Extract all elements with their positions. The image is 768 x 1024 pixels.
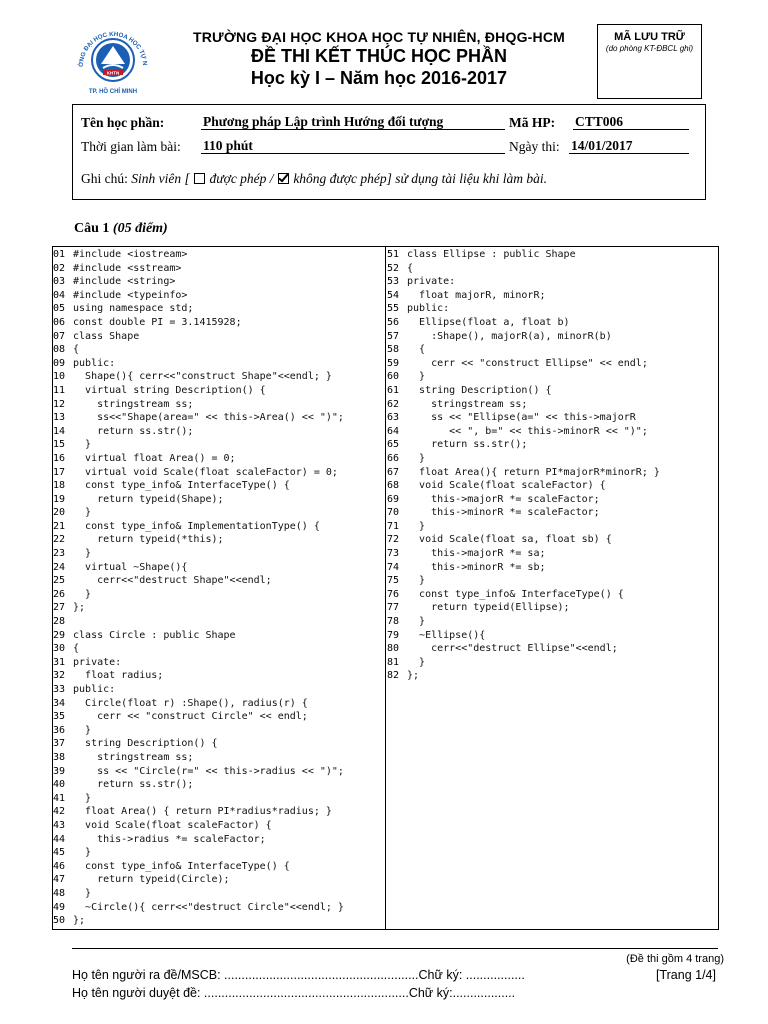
code-text: } — [401, 452, 426, 464]
line-number: 68 — [387, 480, 400, 492]
code-text: float Area(){ return PI*majorR*minorR; } — [401, 466, 660, 478]
code-text: { — [401, 262, 414, 274]
code-text: stringstream ss; — [401, 398, 528, 410]
line-number: 41 — [53, 792, 66, 804]
code-line — [53, 765, 344, 779]
code-text: } — [67, 439, 92, 451]
code-line — [53, 466, 344, 480]
code-line — [53, 533, 344, 547]
code-text: #include <string> — [67, 276, 176, 288]
code-line — [387, 275, 660, 289]
code-line — [53, 479, 344, 493]
code-line — [53, 588, 344, 602]
code-text: const type_info& ImplementationType() { — [67, 520, 320, 532]
line-number: 63 — [387, 412, 400, 424]
code-text: using namespace std; — [67, 303, 194, 315]
code-line — [53, 438, 344, 452]
code-text: virtual float Area() = 0; — [67, 452, 236, 464]
code-line — [387, 506, 660, 520]
code-text: return typeid(*this); — [67, 534, 224, 546]
code-line — [387, 289, 660, 303]
line-number: 10 — [53, 371, 66, 383]
line-number: 34 — [53, 697, 66, 709]
code-text: { — [67, 344, 80, 356]
code-line — [53, 887, 344, 901]
code-text: this->majorR *= sa; — [401, 548, 546, 560]
line-number: 56 — [387, 316, 400, 328]
code-text: float majorR, minorR; — [401, 289, 546, 301]
code-text: Circle(float r) :Shape(), radius(r) { — [67, 697, 308, 709]
code-line — [53, 669, 344, 683]
code-line — [387, 642, 660, 656]
code-text: ~Circle(){ cerr<<"destruct Circle"<<endl; } — [67, 901, 344, 913]
code-listing — [52, 246, 719, 930]
line-number: 64 — [387, 425, 400, 437]
total-pages-note: (Đề thi gồm 4 trang) — [626, 953, 724, 965]
code-text: private: — [401, 276, 456, 288]
code-line — [53, 357, 344, 371]
code-text: const type_info& InterfaceType() { — [401, 588, 624, 600]
code-line — [53, 873, 344, 887]
line-number: 12 — [53, 398, 66, 410]
code-text: ss << "Circle(r=" << this->radius << ")"; — [67, 765, 344, 777]
code-text: const type_info& InterfaceType() { — [67, 860, 290, 872]
line-number: 44 — [53, 833, 66, 845]
line-number: 62 — [387, 398, 400, 410]
code-line — [387, 547, 660, 561]
reviewer-signature-row: Họ tên người duyệt đề: ...........................................................Chữ ký:.................. — [72, 986, 516, 1000]
code-line — [387, 561, 660, 575]
code-text: class Shape — [67, 330, 140, 342]
code-line — [53, 506, 344, 520]
code-text: cerr<<"destruct Ellipse"<<endl; — [401, 643, 618, 655]
code-text: float radius; — [67, 670, 164, 682]
code-text: return ss.str(); — [67, 779, 194, 791]
code-text: cerr << "construct Circle" << endl; — [67, 711, 308, 723]
code-text: return typeid(Ellipse); — [401, 602, 570, 614]
code-line — [387, 398, 660, 412]
line-number: 42 — [53, 806, 66, 818]
code-text: Shape(){ cerr<<"construct Shape"<<endl; } — [67, 371, 332, 383]
line-number: 80 — [387, 643, 400, 655]
line-number: 46 — [53, 860, 66, 872]
line-number: 21 — [53, 520, 66, 532]
code-line — [53, 248, 344, 262]
code-line — [387, 370, 660, 384]
line-number: 24 — [53, 561, 66, 573]
code-line — [53, 846, 344, 860]
code-line — [53, 710, 344, 724]
code-line — [53, 751, 344, 765]
code-line — [53, 629, 344, 643]
line-number: 31 — [53, 656, 66, 668]
line-number: 45 — [53, 847, 66, 859]
code-line — [53, 642, 344, 656]
code-line — [387, 425, 660, 439]
line-number: 19 — [53, 493, 66, 505]
code-line — [53, 561, 344, 575]
code-line — [53, 601, 344, 615]
code-line — [387, 262, 660, 276]
code-line — [387, 601, 660, 615]
code-line — [53, 370, 344, 384]
code-line — [387, 316, 660, 330]
column-divider — [385, 247, 386, 929]
line-number: 81 — [387, 656, 400, 668]
code-column-left — [53, 248, 344, 928]
line-number: 03 — [53, 276, 66, 288]
code-line — [53, 833, 344, 847]
code-text: return ss.str(); — [401, 439, 528, 451]
code-line — [387, 615, 660, 629]
line-number: 71 — [387, 520, 400, 532]
allowed-checkbox-icon — [194, 173, 205, 184]
university-name: TRƯỜNG ĐẠI HỌC KHOA HỌC TỰ NHIÊN, ĐHQG-HCM — [192, 29, 566, 45]
code-text: { — [67, 643, 80, 655]
code-text: } — [401, 575, 426, 587]
code-line — [53, 452, 344, 466]
line-number: 06 — [53, 316, 66, 328]
code-line — [53, 914, 344, 928]
code-line — [53, 289, 344, 303]
line-number: 28 — [53, 616, 66, 628]
code-text: private: — [67, 656, 122, 668]
code-text: #include <iostream> — [67, 249, 188, 260]
code-text: void Scale(float scaleFactor) { — [401, 480, 606, 492]
code-line — [53, 262, 344, 276]
semester: Học kỳ I – Năm học 2016-2017 — [250, 68, 508, 88]
code-text: string Description() { — [401, 384, 552, 396]
code-line — [53, 737, 344, 751]
line-number: 54 — [387, 289, 400, 301]
code-line — [53, 398, 344, 412]
line-number: 27 — [53, 602, 66, 614]
code-text: void Scale(float scaleFactor) { — [67, 819, 272, 831]
line-number: 26 — [53, 588, 66, 600]
line-number: 20 — [53, 507, 66, 519]
page-indicator: [Trang 1/4] — [656, 968, 716, 982]
code-line — [53, 316, 344, 330]
archive-subtitle: (do phòng KT-ĐBCL ghi) — [605, 44, 694, 53]
code-text: virtual ~Shape(){ — [67, 561, 188, 573]
code-text: { — [401, 344, 426, 356]
line-number: 65 — [387, 439, 400, 451]
code-text: }; — [67, 602, 86, 614]
course-code-label: Mã HP: — [509, 115, 556, 130]
code-line — [387, 248, 660, 262]
svg-text:TP. HỒ CHÍ MINH: TP. HỒ CHÍ MINH — [88, 89, 138, 95]
code-text: public: — [67, 684, 116, 695]
code-line — [53, 411, 344, 425]
code-line — [53, 697, 344, 711]
course-info-box — [72, 104, 706, 200]
not-allowed-checkbox-icon — [278, 173, 289, 184]
line-number: 11 — [53, 384, 66, 396]
code-text: virtual void Scale(float scaleFactor) = 0; — [67, 466, 338, 478]
line-number: 13 — [53, 412, 66, 424]
archive-title: MÃ LƯU TRỮ — [614, 31, 685, 43]
line-number: 79 — [387, 629, 400, 641]
question-title: Câu 1 (05 điểm) — [74, 221, 168, 236]
code-text: } — [67, 847, 92, 859]
line-number: 23 — [53, 548, 66, 560]
code-line — [387, 411, 660, 425]
code-text: } — [401, 656, 426, 668]
code-text: float Area() { return PI*radius*radius; } — [67, 806, 332, 818]
line-number: 78 — [387, 616, 400, 628]
code-text: } — [67, 507, 92, 519]
code-line — [387, 533, 660, 547]
code-line — [53, 805, 344, 819]
code-line — [53, 547, 344, 561]
line-number: 22 — [53, 534, 66, 546]
code-line — [387, 466, 660, 480]
code-text: class Ellipse : public Shape — [401, 249, 576, 260]
course-label: Tên học phần: — [81, 115, 165, 130]
code-text: const type_info& InterfaceType() { — [67, 480, 290, 492]
line-number: 49 — [53, 901, 66, 913]
svg-text:TRƯỜNG ĐẠI HỌC KHOA HỌC TỰ NHI: ỜNG ĐẠI HỌC KHOA HỌC TỰ N — [77, 30, 149, 68]
line-number: 40 — [53, 779, 66, 791]
line-number: 29 — [53, 629, 66, 641]
exam-title: ĐỀ THI KẾT THÚC HỌC PHẦN — [251, 46, 507, 66]
code-text: stringstream ss; — [67, 751, 194, 763]
code-text: } — [401, 616, 426, 628]
line-number: 55 — [387, 303, 400, 315]
code-text — [67, 616, 73, 627]
line-number: 67 — [387, 466, 400, 478]
code-text: this->minorR *= sb; — [401, 561, 546, 573]
line-number: 66 — [387, 452, 400, 464]
line-number: 75 — [387, 575, 400, 587]
line-number: 15 — [53, 439, 66, 451]
code-column-right — [387, 248, 660, 683]
code-line — [53, 425, 344, 439]
code-line — [387, 302, 660, 316]
code-line — [53, 384, 344, 398]
line-number: 36 — [53, 724, 66, 736]
duration-label: Thời gian làm bài: — [81, 139, 181, 154]
code-line — [53, 520, 344, 534]
code-text: } — [67, 887, 92, 899]
exam-date-label: Ngày thi: — [509, 139, 560, 154]
line-number: 35 — [53, 711, 66, 723]
code-text: }; — [67, 915, 86, 927]
code-text: :Shape(), majorR(a), minorR(b) — [401, 330, 612, 342]
code-line — [387, 357, 660, 371]
code-line — [387, 438, 660, 452]
code-text: virtual string Description() { — [67, 384, 266, 396]
line-number: 69 — [387, 493, 400, 505]
code-text: return typeid(Circle); — [67, 874, 230, 886]
line-number: 57 — [387, 330, 400, 342]
line-number: 37 — [53, 738, 66, 750]
code-line — [53, 343, 344, 357]
line-number: 14 — [53, 425, 66, 437]
code-text: ss << "Ellipse(a=" << this->majorR — [401, 412, 636, 424]
code-text: ~Ellipse(){ — [401, 629, 486, 641]
code-text: } — [67, 588, 92, 600]
line-number: 16 — [53, 452, 66, 464]
line-number: 43 — [53, 819, 66, 831]
code-text: } — [67, 724, 92, 736]
code-text: class Circle : public Shape — [67, 629, 236, 641]
line-number: 82 — [387, 670, 400, 682]
duration-field: 110 phút — [201, 138, 505, 154]
code-text: cerr << "construct Ellipse" << endl; — [401, 357, 648, 369]
line-number: 73 — [387, 548, 400, 560]
line-number: 04 — [53, 289, 66, 301]
material-note: Ghi chú: Sinh viên [ được phép / không được phép] sử dụng tài liệu khi làm bài. — [81, 171, 547, 186]
code-line — [387, 343, 660, 357]
line-number: 47 — [53, 874, 66, 886]
code-line — [53, 860, 344, 874]
code-line — [387, 669, 660, 683]
code-text: }; — [401, 670, 420, 682]
line-number: 38 — [53, 751, 66, 763]
code-text: const double PI = 3.1415928; — [67, 316, 242, 328]
code-text: ss<<"Shape(area=" << this->Area() << ")"; — [67, 412, 344, 424]
footer-divider — [72, 948, 718, 949]
code-line — [387, 479, 660, 493]
course-name-field: Phương pháp Lập trình Hướng đối tượng — [201, 114, 505, 130]
code-line — [387, 588, 660, 602]
code-text: #include <sstream> — [67, 262, 182, 274]
line-number: 77 — [387, 602, 400, 614]
code-text: void Scale(float sa, float sb) { — [401, 534, 612, 546]
code-line — [387, 330, 660, 344]
code-line — [53, 683, 344, 697]
line-number: 09 — [53, 357, 66, 369]
line-number: 01 — [53, 249, 66, 260]
code-line — [53, 819, 344, 833]
line-number: 30 — [53, 643, 66, 655]
code-line — [53, 792, 344, 806]
code-line — [387, 520, 660, 534]
line-number: 25 — [53, 575, 66, 587]
line-number: 07 — [53, 330, 66, 342]
code-text: } — [401, 371, 426, 383]
code-text: this->radius *= scaleFactor; — [67, 833, 266, 845]
code-text: } — [67, 548, 92, 560]
line-number: 51 — [387, 249, 400, 260]
code-line — [387, 384, 660, 398]
line-number: 74 — [387, 561, 400, 573]
code-text: return typeid(Shape); — [67, 493, 224, 505]
line-number: 17 — [53, 466, 66, 478]
code-text: } — [67, 792, 92, 804]
line-number: 76 — [387, 588, 400, 600]
code-line — [53, 615, 344, 629]
code-line — [387, 629, 660, 643]
line-number: 05 — [53, 303, 66, 315]
line-number: 61 — [387, 384, 400, 396]
line-number: 72 — [387, 534, 400, 546]
line-number: 53 — [387, 276, 400, 288]
exam-date-field: 14/01/2017 — [569, 138, 689, 154]
code-line — [387, 656, 660, 670]
code-text: cerr<<"destruct Shape"<<endl; — [67, 575, 272, 587]
code-line — [53, 574, 344, 588]
code-line — [53, 724, 344, 738]
line-number: 48 — [53, 887, 66, 899]
university-logo — [70, 22, 156, 98]
code-line — [53, 493, 344, 507]
line-number: 58 — [387, 344, 400, 356]
code-line — [53, 901, 344, 915]
code-text: Ellipse(float a, float b) — [401, 316, 570, 328]
line-number: 02 — [53, 262, 66, 274]
line-number: 32 — [53, 670, 66, 682]
line-number: 18 — [53, 480, 66, 492]
code-text: public: — [67, 357, 116, 369]
line-number: 33 — [53, 684, 66, 695]
code-line — [53, 330, 344, 344]
exam-header — [160, 29, 598, 89]
code-text: this->majorR *= scaleFactor; — [401, 493, 600, 505]
code-line — [387, 574, 660, 588]
line-number: 70 — [387, 507, 400, 519]
line-number: 39 — [53, 765, 66, 777]
code-text: public: — [401, 303, 450, 315]
line-number: 08 — [53, 344, 66, 356]
code-line — [53, 275, 344, 289]
line-number: 59 — [387, 357, 400, 369]
code-line — [387, 452, 660, 466]
line-number: 60 — [387, 371, 400, 383]
code-line — [53, 778, 344, 792]
code-text: string Description() { — [67, 738, 218, 750]
code-line — [53, 302, 344, 316]
code-line — [387, 493, 660, 507]
code-text: stringstream ss; — [67, 398, 194, 410]
svg-text:KHTN: KHTN — [106, 70, 120, 76]
code-text: #include <typeinfo> — [67, 289, 188, 301]
code-line — [53, 656, 344, 670]
line-number: 50 — [53, 915, 66, 927]
course-code-field: CTT006 — [573, 114, 689, 130]
archive-code-box — [597, 24, 702, 99]
code-text: << ", b=" << this->minorR << ")"; — [401, 425, 648, 437]
code-text: } — [401, 520, 426, 532]
code-text: return ss.str(); — [67, 425, 194, 437]
code-text: this->minorR *= scaleFactor; — [401, 507, 600, 519]
line-number: 52 — [387, 262, 400, 274]
author-signature-row: Họ tên người ra đề/MSCB: ........................................................Chữ ký: ................. — [72, 968, 525, 982]
